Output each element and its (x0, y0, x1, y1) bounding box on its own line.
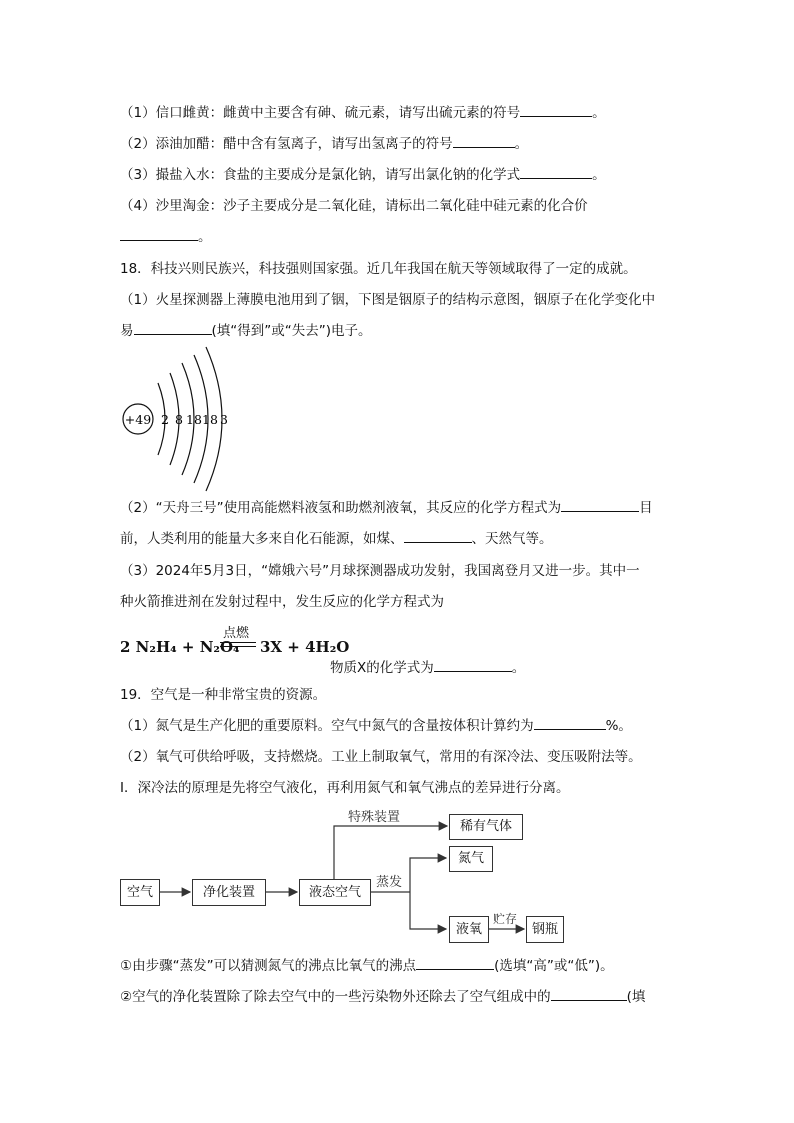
q17-item-4: （4）沙里淘金：沙子主要成分是二氧化硅，请标出二氧化硅中硅元素的化合价 (120, 198, 588, 214)
q18-title: 18．科技兴则民族兴，科技强则国家强。近几年我国在航天等领域取得了一定的成就。 (120, 261, 637, 277)
q17-item-2: （2）添油加醋：醋中含有氢离子，请写出氢离子的符号 。 (120, 136, 529, 152)
answer-blank[interactable] (453, 135, 515, 148)
flow-box-rare-gas: 稀有气体 (449, 814, 523, 840)
electron-count: 8 (175, 412, 183, 427)
q18-item-2-continued: 前，人类利用的能量大多来自化石能源，如煤、 、天然气等。 (120, 531, 553, 547)
flow-box-liquid-air: 液态空气 (299, 879, 371, 906)
answer-blank[interactable] (416, 957, 494, 970)
q18-item-1: （1）火星探测器上薄膜电池用到了铟，下图是铟原子的结构示意图，铟原子在化学变化中 (120, 292, 656, 308)
q19-title: 19．空气是一种非常宝贵的资源。 (120, 687, 327, 703)
answer-blank[interactable] (434, 659, 512, 672)
electron-count: 2 (161, 412, 169, 427)
answer-blank[interactable] (520, 104, 592, 117)
flow-label-store: 贮存 (493, 912, 518, 926)
equation-products: 3X + 4H₂O (260, 638, 350, 656)
q18-item-3-continued: 种火箭推进剂在发射过程中，发生反应的化学方程式为 (120, 594, 444, 610)
chemical-equation (120, 622, 360, 662)
flow-label-special-device: 特殊装置 (348, 810, 401, 825)
electron-count: 18 (202, 412, 218, 427)
q17-item-1: （1）信口雌黄：雌黄中主要含有砷、硫元素，请写出硫元素的符号 。 (120, 105, 606, 121)
q19-item-1: （1）氮气是生产化肥的重要原料。空气中氮气的含量按体积计算约为 %。 (120, 718, 632, 734)
flow-box-liquid-oxygen: 液氧 (449, 916, 489, 943)
flow-box-nitrogen: 氮气 (449, 846, 493, 872)
answer-blank[interactable] (520, 166, 592, 179)
equation-reactants: 2 N₂H₄ + N₂O₄ (120, 638, 240, 656)
q19-item-2: （2）氧气可供给呼吸，支持燃烧。工业上制取氧气，常用的有深冷法、变压吸附法等。 (120, 749, 642, 765)
q17-item-3: （3）撮盐入水：食盐的主要成分是氯化钠，请写出氯化钠的化学式 。 (120, 167, 606, 183)
nucleus-charge: +49 (124, 412, 152, 427)
q19-subq-2: ②空气的净化装置除了除去空气中的一些污染物外还除去了空气组成中的 (填 (120, 989, 646, 1005)
electron-count: 18 (186, 412, 202, 427)
answer-blank[interactable] (534, 717, 606, 730)
q19-subq-1: ①由步骤“蒸发”可以猜测氮气的沸点比氧气的沸点 (选填“高”或“低”)。 (120, 958, 614, 974)
electron-count: 3 (220, 412, 228, 427)
answer-blank[interactable] (561, 499, 639, 512)
q18-item-1-continued: 易 (填“得到”或“失去”)电子。 (120, 323, 372, 339)
equation-equals-sign (220, 642, 256, 647)
q18-item-3: （3）2024年5月3日，“嫦娥六号”月球探测器成功发射，我国离登月又进一步。其中一 (120, 563, 640, 579)
answer-blank[interactable] (120, 228, 198, 241)
q18-item-3-answer: 物质X的化学式为 。 (330, 660, 526, 676)
equation-condition: 点燃 (223, 626, 250, 641)
q19-item-3: I．深冷法的原理是先将空气液化，再利用氮气和氧气沸点的差异进行分离。 (120, 780, 570, 796)
flow-box-purification-device: 净化装置 (192, 879, 266, 906)
indium-atom-diagram (118, 345, 258, 495)
answer-blank[interactable] (134, 322, 212, 335)
flow-box-steel-cylinder: 钢瓶 (526, 916, 564, 943)
q18-item-2: （2）“天舟三号”使用高能燃料液氢和助燃剂液氧，其反应的化学方程式为 目 (120, 500, 653, 516)
flow-box-air: 空气 (120, 879, 160, 906)
answer-blank[interactable] (404, 530, 472, 543)
answer-blank[interactable] (551, 988, 627, 1001)
q17-item-4-continued: 。 (120, 228, 212, 246)
flow-label-evaporate: 蒸发 (376, 875, 403, 890)
